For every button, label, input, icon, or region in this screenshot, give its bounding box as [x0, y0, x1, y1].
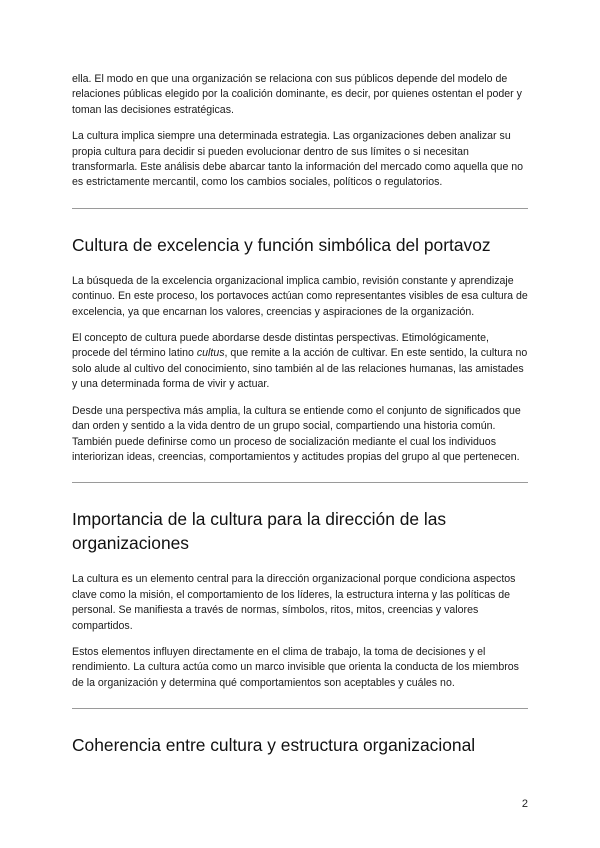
- section-divider-3: [72, 708, 528, 709]
- intro-paragraph-2: La cultura implica siempre una determinada estrategia. Las organizaciones deben analizar su propia cultura para decidir si pueden evolucionar dentro de sus límites o si necesitan transformarla. Este análisis debe abarcar tanto la información del mercado como aquella que no es estrictamente mercantil, como los cambios sociales, políticos o regulatorios.: [72, 130, 524, 189]
- page-number: 2: [521, 798, 528, 810]
- section-heading-importancia: Importancia de la cultura para la dirección de las organizaciones: [72, 509, 447, 554]
- section-heading-coherencia: Coherencia entre cultura y estructura organizacional: [72, 735, 476, 756]
- excelencia-paragraph-2-start: El concepto de cultura puede abordarse desde distintas perspectivas. Etimológicamente, procede del término latino: [72, 332, 489, 360]
- excelencia-paragraph-2: [72, 331, 528, 393]
- document-page: [72, 72, 528, 774]
- excelencia-paragraph-1: La búsqueda de la excelencia organizacional implica cambio, revisión constante y aprendizaje continuo. En este proceso, los portavoces actúan como representantes visibles de esa cultura de excelencia, ya que encarnan los valores, creencias y aspiraciones de la organización.: [72, 274, 528, 318]
- importancia-paragraph-1: La cultura es un elemento central para la dirección organizacional porque condiciona aspectos clave como la misión, el comportamiento de los líderes, la estructura interna y las políticas de personal. Se manifiesta a través de normas, símbolos, ritos, mitos, creencias y valores compartidos.: [72, 573, 516, 632]
- excelencia-paragraph-3: Desde una perspectiva más amplia, la cultura se entiende como el conjunto de significados que dan orden y sentido a la vida dentro de un grupo social, compartiendo una historia común. También puede definirse como un proceso de socialización mediante el cual los individuos interiorizan ideas, creencias, comportamientos y actitudes propias del grupo al que pertenecen.: [72, 404, 521, 463]
- section-divider-1: [72, 208, 528, 209]
- section-heading-excelencia: Cultura de excelencia y función simbólica del portavoz: [72, 234, 491, 255]
- intro-paragraph-1: ella. El modo en que una organización se relaciona con sus públicos depende del modelo de relaciones públicas elegido por la coalición dominante, es decir, por quienes ostentan el poder y toman las decisiones estratégicas.: [72, 73, 522, 116]
- section-divider-2: [72, 482, 528, 483]
- excelencia-paragraph-2-end: , que remite a la acción de cultivar. En este sentido, la cultura no solo alude al cultivo del conocimiento, sino también al de las relaciones humanas, las amistades y una determinada forma de vivir y actuar.: [72, 347, 528, 391]
- latin-term-cultus: cultus: [196, 347, 225, 360]
- importancia-paragraph-2: Estos elementos influyen directamente en el clima de trabajo, la toma de decisiones y el rendimiento. La cultura actúa como un marco invisible que orienta la conducta de los miembros de la organización y determina qué comportamientos son aceptables y cuáles no.: [72, 645, 519, 689]
